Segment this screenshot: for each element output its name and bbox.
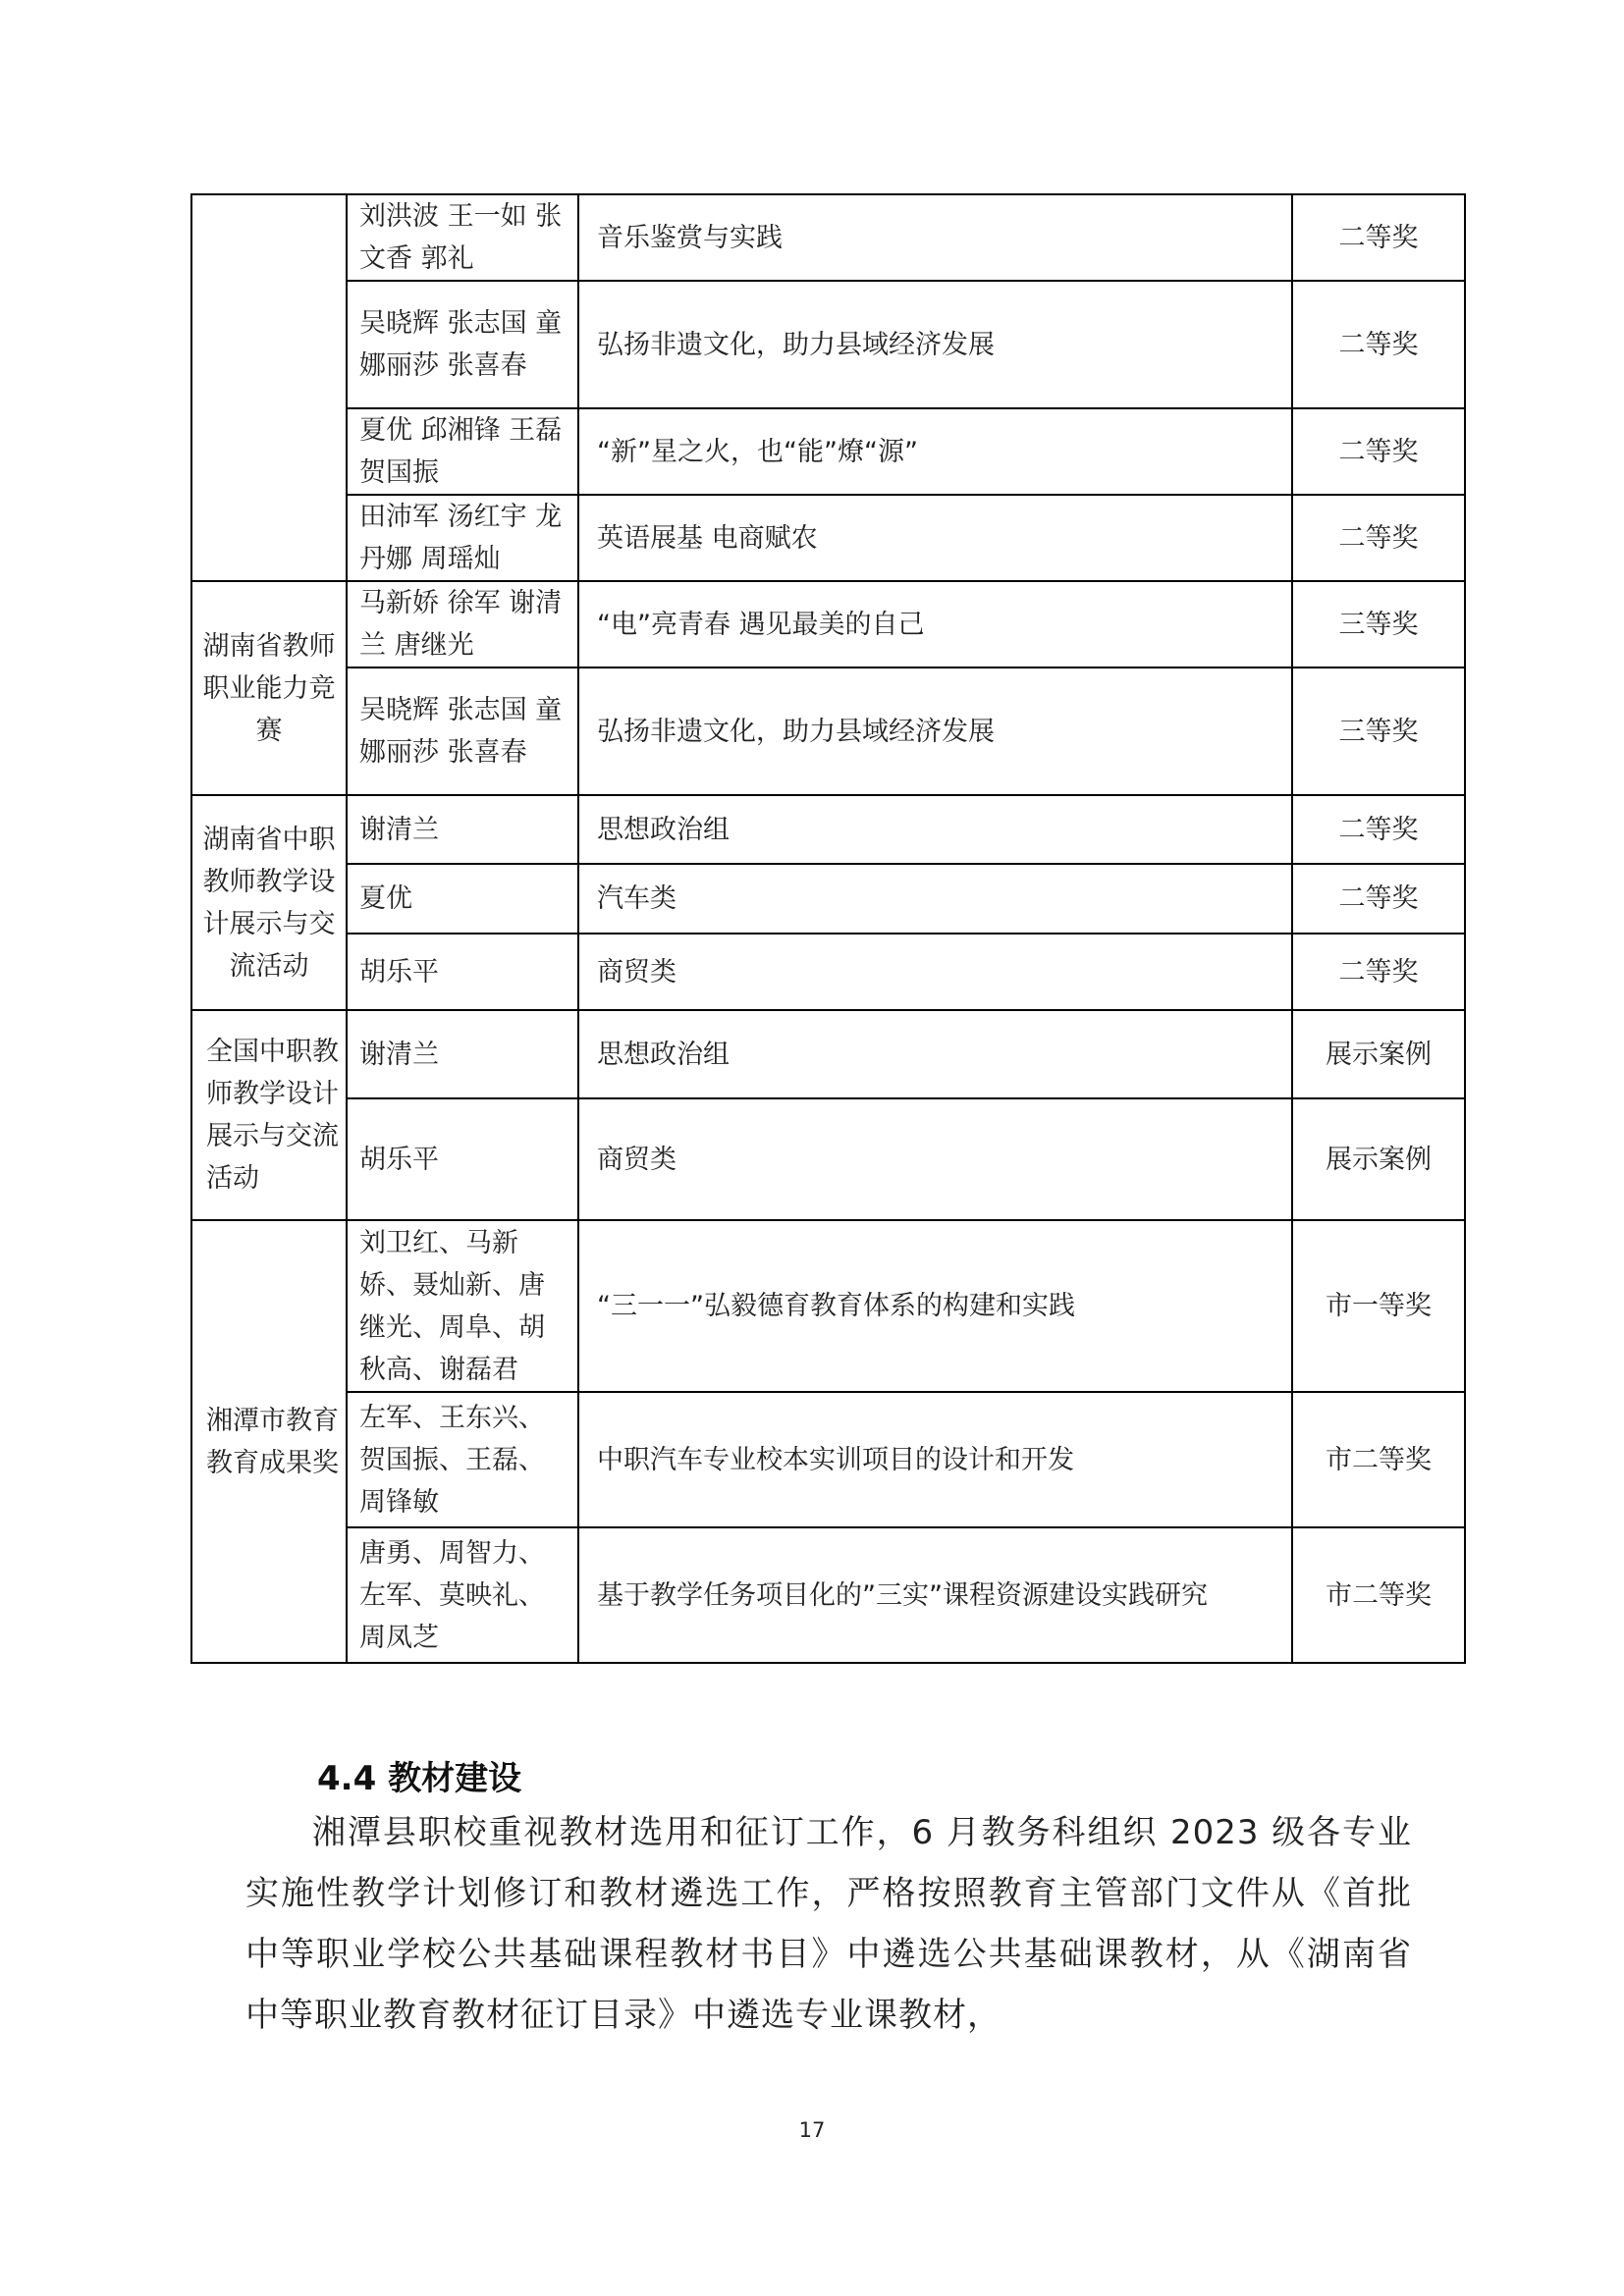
project-cell: 中职汽车专业校本实训项目的设计和开发	[578, 1392, 1292, 1527]
project-cell: 汽车类	[578, 864, 1292, 934]
award-cell: 展示案例	[1292, 1098, 1465, 1220]
names-cell: 夏优	[347, 864, 578, 934]
table-row	[191, 1220, 1465, 1392]
project-cell: 商贸类	[578, 934, 1292, 1010]
table-row	[191, 495, 1465, 581]
category-cell: 湘潭市教育教育成果奖	[191, 1220, 347, 1663]
table-row	[191, 1392, 1465, 1527]
award-cell: 二等奖	[1292, 495, 1465, 581]
project-cell: 弘扬非遗文化，助力县域经济发展	[578, 667, 1292, 795]
award-cell: 二等奖	[1292, 795, 1465, 864]
table-row	[191, 281, 1465, 408]
table-row	[191, 581, 1465, 667]
award-cell: 市一等奖	[1292, 1220, 1465, 1392]
project-cell: 弘扬非遗文化，助力县域经济发展	[578, 281, 1292, 408]
section-heading: 4.4 教材建设	[317, 1759, 522, 1798]
category-cell: 湖南省教师职业能力竞赛	[191, 581, 347, 795]
project-cell: 英语展基 电商赋农	[578, 495, 1292, 581]
project-cell: 商贸类	[578, 1098, 1292, 1220]
names-cell: 谢清兰	[347, 795, 578, 864]
award-cell: 二等奖	[1292, 934, 1465, 1010]
names-cell: 左军、王东兴、贺国振、王磊、周锋敏	[347, 1392, 578, 1527]
project-cell: “电”亮青春 遇见最美的自己	[578, 581, 1292, 667]
table-row	[191, 408, 1465, 495]
table-row	[191, 795, 1465, 864]
category-cell: 湖南省中职教师教学设计展示与交流活动	[191, 795, 347, 1010]
table-row	[191, 194, 1465, 281]
table-row	[191, 667, 1465, 795]
category-cell: 全国中职教师教学设计展示与交流活动	[191, 1010, 347, 1220]
award-cell: 市二等奖	[1292, 1527, 1465, 1663]
names-cell: 胡乐平	[347, 934, 578, 1010]
awards-table	[190, 193, 1466, 1664]
table-row	[191, 864, 1465, 934]
names-cell: 唐勇、周智力、左军、莫映礼、周凤芝	[347, 1527, 578, 1663]
table-row	[191, 934, 1465, 1010]
names-cell: 吴晓辉 张志国 童娜丽莎 张喜春	[347, 667, 578, 795]
page-number: 17	[798, 2118, 826, 2142]
names-cell: 胡乐平	[347, 1098, 578, 1220]
table-row	[191, 1010, 1465, 1098]
table-row	[191, 1527, 1465, 1663]
section-paragraph: 湘潭县职校重视教材选用和征订工作，6 月教务科组织 2023 级各专业实施性教学计划修订和教材遴选工作，严格按照教育主管部门文件从《首批中等职业学校公共基础课程教材书目》中遴选公共基础课教材，从《湖南省中等职业教育教材征订目录》中遴选专业课教材，	[245, 1813, 1412, 2035]
project-cell: “三一一”弘毅德育教育体系的构建和实践	[578, 1220, 1292, 1392]
award-cell: 展示案例	[1292, 1010, 1465, 1098]
names-cell: 谢清兰	[347, 1010, 578, 1098]
table-row	[191, 1098, 1465, 1220]
project-cell: 思想政治组	[578, 795, 1292, 864]
names-cell: 马新娇 徐军 谢清兰 唐继光	[347, 581, 578, 667]
category-cell-continued	[191, 194, 347, 581]
award-cell: 二等奖	[1292, 864, 1465, 934]
names-cell: 夏优 邱湘锋 王磊 贺国振	[347, 408, 578, 495]
project-cell: “新”星之火，也“能”燎“源”	[578, 408, 1292, 495]
award-cell: 三等奖	[1292, 667, 1465, 795]
award-cell: 市二等奖	[1292, 1392, 1465, 1527]
award-cell: 二等奖	[1292, 408, 1465, 495]
names-cell: 刘卫红、马新娇、聂灿新、唐继光、周阜、胡秋高、谢磊君	[347, 1220, 578, 1392]
award-cell: 二等奖	[1292, 281, 1465, 408]
project-cell: 基于教学任务项目化的”三实”课程资源建设实践研究	[578, 1527, 1292, 1663]
award-cell: 三等奖	[1292, 581, 1465, 667]
project-cell: 思想政治组	[578, 1010, 1292, 1098]
award-cell: 二等奖	[1292, 194, 1465, 281]
names-cell: 吴晓辉 张志国 童娜丽莎 张喜春	[347, 281, 578, 408]
names-cell: 刘洪波 王一如 张文香 郭礼	[347, 194, 578, 281]
names-cell: 田沛军 汤红宇 龙丹娜 周瑶灿	[347, 495, 578, 581]
project-cell: 音乐鉴赏与实践	[578, 194, 1292, 281]
